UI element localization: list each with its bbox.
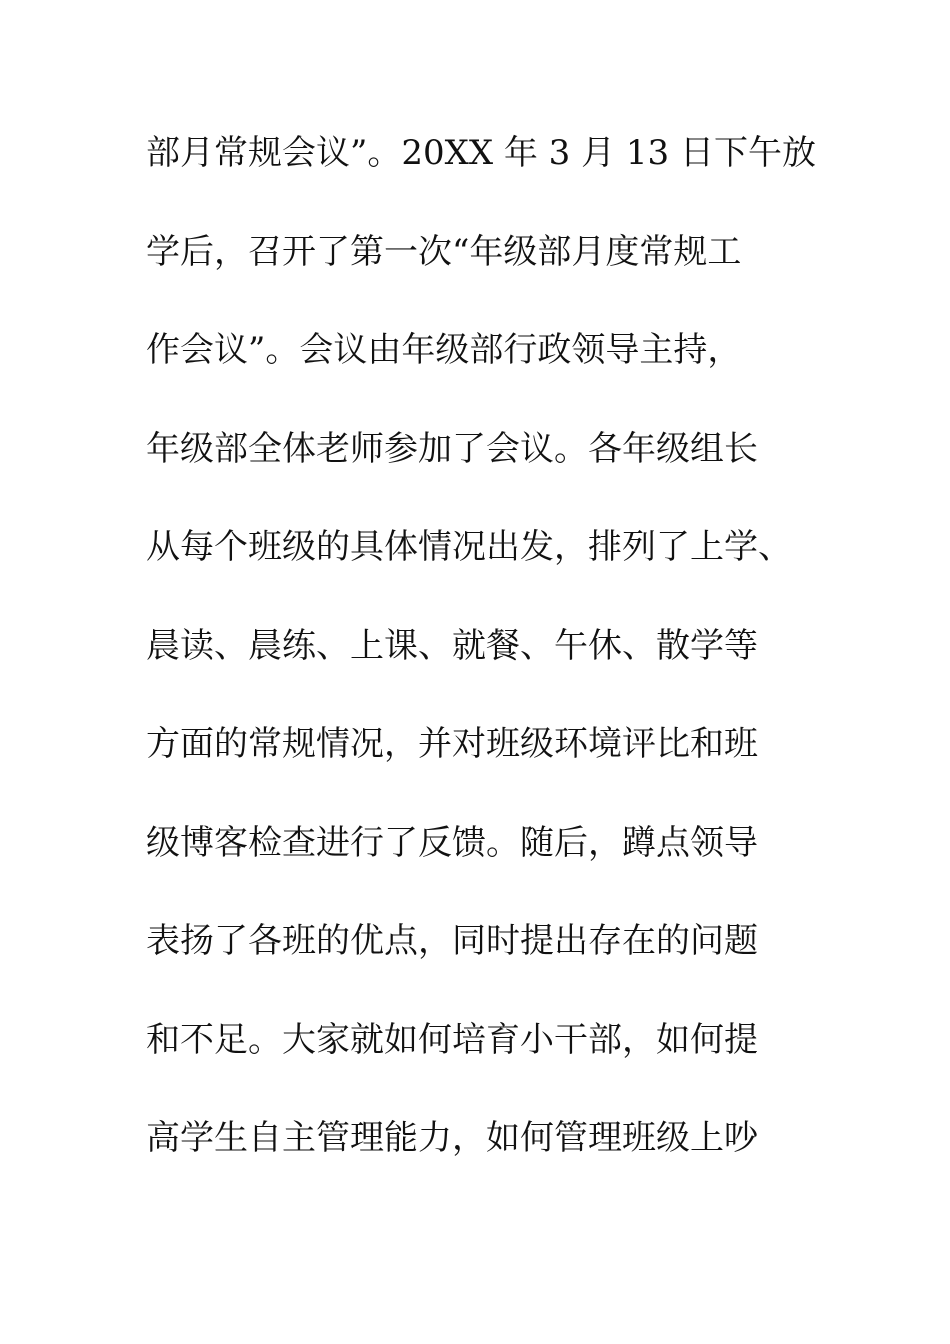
text-line: 和不足。大家就如何培育小干部，如何提: [146, 1019, 758, 1060]
text-line: 晨读、晨练、上课、就餐、午休、散学等: [146, 625, 758, 666]
text-line: 学后，召开了第一次“年级部月度常规工: [146, 231, 742, 272]
text-line: 表扬了各班的优点，同时提出存在的问题: [146, 921, 758, 961]
text-line: 作会议”。会议由年级部行政领导主持，: [146, 330, 742, 370]
text-line: 年级部全体老师参加了会议。各年级组长: [146, 428, 758, 469]
text-line: 高学生自主管理能力，如何管理班级上吵: [146, 1118, 758, 1158]
text-line: 部月常规会议”。20XX 年 3 月 13 日下午放: [146, 133, 816, 173]
body-paragraph: [146, 128, 826, 1212]
text-line: 从每个班级的具体情况出发，排列了上学、: [146, 527, 792, 567]
text-line: 级博客检查进行了反馈。随后，蹲点领导: [146, 822, 758, 863]
text-line: 方面的常规情况，并对班级环境评比和班: [146, 724, 758, 764]
